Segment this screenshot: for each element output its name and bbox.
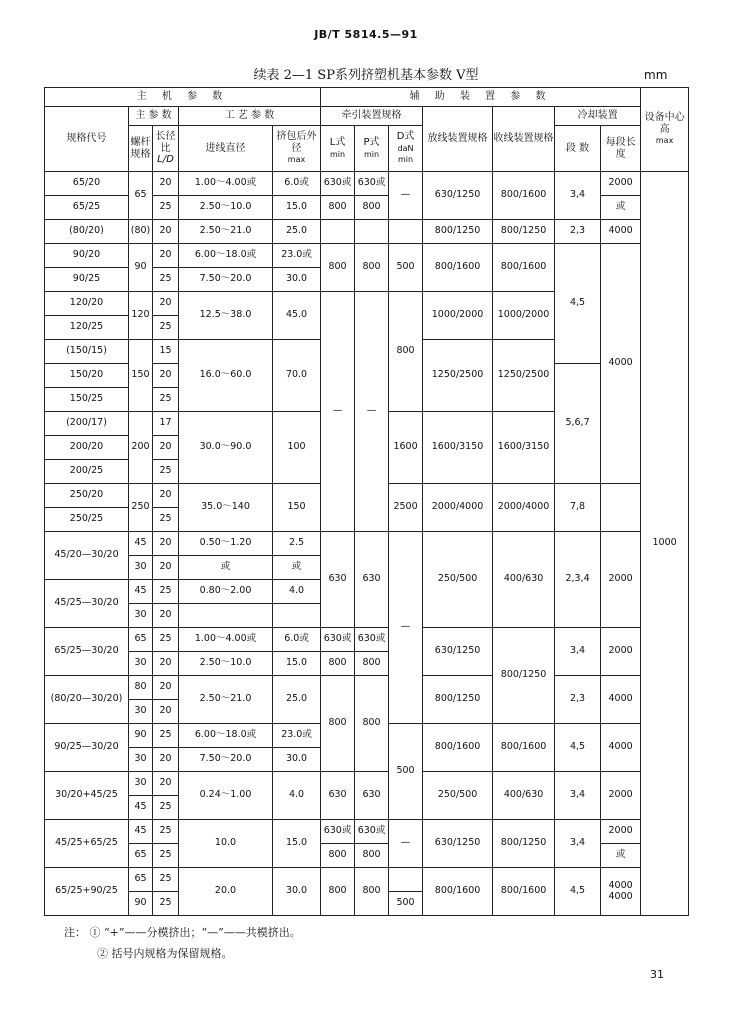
payoff-cell: 250/500 xyxy=(423,772,493,820)
inlet-cell: 2.50～21.0 xyxy=(179,220,273,244)
takeup-header: 收线装置规格 xyxy=(493,107,555,172)
seglen-cell: 2000 xyxy=(601,628,641,676)
page-number: 31 xyxy=(650,968,664,981)
d-cell: 2500 xyxy=(389,484,423,532)
takeup-cell: 800/1600 xyxy=(493,868,555,916)
ld-cell: 25 xyxy=(153,388,179,412)
l-cell: 630或 xyxy=(321,172,355,196)
ld-cell: 20 xyxy=(153,604,179,628)
inlet-cell: 7.50～20.0 xyxy=(179,268,273,292)
screw-cell: 80 xyxy=(129,676,153,700)
inlet-cell: 0.80～2.00 xyxy=(179,580,273,604)
spec-code-cell: 200/25 xyxy=(45,460,129,484)
ld-cell: 20 xyxy=(153,436,179,460)
inlet-cell: 2.50～10.0 xyxy=(179,196,273,220)
sections-cell: 2,3 xyxy=(555,676,601,724)
spec-code-cell: 45/25—30/20 xyxy=(45,580,129,628)
outer-dia-header xyxy=(273,126,321,172)
payoff-cell: 250/500 xyxy=(423,532,493,628)
d-cell: — xyxy=(389,820,423,868)
ld-cell: 20 xyxy=(153,772,179,796)
note-1 xyxy=(64,924,301,940)
payoff-cell: 800/1600 xyxy=(423,244,493,292)
d-cell: — xyxy=(389,532,423,724)
d-cell: 500 xyxy=(389,244,423,292)
outer-cell: 100 xyxy=(273,412,321,484)
payoff-cell: 2000/4000 xyxy=(423,484,493,532)
p-cell: 630 xyxy=(355,532,389,628)
d-cell: 500 xyxy=(389,892,423,916)
inlet-cell: 0.50～1.20 xyxy=(179,532,273,556)
sections-cell: 2,3,4 xyxy=(555,532,601,628)
p-cell: — xyxy=(355,292,389,532)
l-cell: 800 xyxy=(321,868,355,916)
outer-dia-unit: max xyxy=(287,155,306,165)
spec-code-cell: 90/25 xyxy=(45,268,129,292)
spec-code-cell: 200/20 xyxy=(45,436,129,460)
ld-cell: 20 xyxy=(153,676,179,700)
unit-label: mm xyxy=(644,68,668,82)
outer-cell: 15.0 xyxy=(273,820,321,868)
screw-cell: 45 xyxy=(129,820,153,844)
takeup-cell: 1250/2500 xyxy=(493,340,555,412)
payoff-cell: 630/1250 xyxy=(423,628,493,676)
outer-cell: 150 xyxy=(273,484,321,532)
table-title: 续表 2—1 SP系列挤塑机基本参数 V型 xyxy=(253,68,479,83)
outer-cell: 或 xyxy=(273,556,321,580)
l-type-unit: min xyxy=(330,149,346,159)
p-cell: 630或 xyxy=(355,820,389,844)
takeup-cell: 800/1250 xyxy=(493,820,555,868)
spec-code-cell: 65/25 xyxy=(45,196,129,220)
screw-cell: 30 xyxy=(129,604,153,628)
seglen-cell: 2000 xyxy=(601,172,641,196)
center-height-label: 设备中心高 xyxy=(644,112,685,135)
sections-cell: 4,5 xyxy=(555,724,601,772)
p-cell: 800 xyxy=(355,676,389,772)
ld-cell: 20 xyxy=(153,532,179,556)
p-cell: 630或 xyxy=(355,628,389,652)
ld-cell: 15 xyxy=(153,340,179,364)
spec-code-header: 规格代号 xyxy=(45,107,129,172)
d-type-label: D式 xyxy=(396,131,415,143)
takeup-cell: 800/1250 xyxy=(493,628,555,724)
d-cell: 1600 xyxy=(389,412,423,484)
takeup-cell: 400/630 xyxy=(493,532,555,628)
seglen-cell: 2000 xyxy=(601,772,641,820)
main-param-header: 主 参 数 xyxy=(129,107,179,126)
note-label: 注： xyxy=(64,926,86,939)
outer-cell: 30.0 xyxy=(273,868,321,916)
inlet-cell: 35.0～140 xyxy=(179,484,273,532)
outer-cell: 45.0 xyxy=(273,292,321,340)
ld-cell: 25 xyxy=(153,508,179,532)
l-cell: 800 xyxy=(321,196,355,220)
outer-cell: 25.0 xyxy=(273,220,321,244)
p-cell: 800 xyxy=(355,196,389,220)
sections-cell: 3,4 xyxy=(555,628,601,676)
screw-cell: 90 xyxy=(129,244,153,292)
inlet-cell: 1.00～4.00或 xyxy=(179,172,273,196)
screw-cell: 65 xyxy=(129,172,153,220)
outer-cell: 15.0 xyxy=(273,196,321,220)
d-type-unit2: min xyxy=(398,155,414,165)
payoff-cell: 1000/2000 xyxy=(423,292,493,340)
takeup-cell: 400/630 xyxy=(493,772,555,820)
d-cell xyxy=(389,868,423,892)
l-cell: 800 xyxy=(321,676,355,772)
payoff-cell: 800/1600 xyxy=(423,868,493,916)
p-type-unit: min xyxy=(364,149,380,159)
ld-cell: 20 xyxy=(153,172,179,196)
screw-cell: 65 xyxy=(129,868,153,892)
aux-device-header: 辅 助 装 置 参 数 xyxy=(321,88,641,107)
ld-cell: 20 xyxy=(153,748,179,772)
d-type-header xyxy=(389,126,423,172)
seglen-value: 4000 xyxy=(608,890,633,902)
main-machine-header: 主 机 参 数 xyxy=(45,88,321,107)
l-type-header xyxy=(321,126,355,172)
note-1-text: ① “+”——分模挤出；“—”——共模挤出。 xyxy=(89,926,301,939)
ld-cell: 25 xyxy=(153,820,179,844)
l-cell: 800 xyxy=(321,652,355,676)
takeup-cell: 800/1600 xyxy=(493,172,555,220)
inlet-cell xyxy=(179,604,273,628)
takeup-cell: 2000/4000 xyxy=(493,484,555,532)
outer-dia-label: 挤包后外径 xyxy=(276,131,317,154)
seglen-cell: 4000 xyxy=(601,676,641,724)
inlet-cell: 0.24～1.00 xyxy=(179,772,273,820)
p-cell xyxy=(355,220,389,244)
sections-header: 段 数 xyxy=(555,126,601,172)
inlet-dia-header: 进线直径 xyxy=(179,126,273,172)
ld-cell: 25 xyxy=(153,268,179,292)
screw-cell: 65 xyxy=(129,844,153,868)
ld-cell: 20 xyxy=(153,220,179,244)
outer-cell: 2.5 xyxy=(273,532,321,556)
screw-spec-header: 螺杆规格 xyxy=(129,126,153,172)
outer-cell: 23.0或 xyxy=(273,724,321,748)
payoff-cell: 630/1250 xyxy=(423,172,493,220)
ld-cell: 20 xyxy=(153,364,179,388)
payoff-cell: 800/1250 xyxy=(423,220,493,244)
inlet-cell: 6.00～18.0或 xyxy=(179,724,273,748)
spec-code-cell: 65/20 xyxy=(45,172,129,196)
p-cell: 800 xyxy=(355,844,389,868)
note-2: ② 括号内规格为保留规格。 xyxy=(97,947,233,960)
spec-code-cell: 90/20 xyxy=(45,244,129,268)
spec-code-cell: 150/25 xyxy=(45,388,129,412)
spec-code-cell: (80/20) xyxy=(45,220,129,244)
inlet-cell: 20.0 xyxy=(179,868,273,916)
p-cell: 630或 xyxy=(355,172,389,196)
d-cell: 500 xyxy=(389,724,423,820)
spec-code-cell: 120/25 xyxy=(45,316,129,340)
ld-cell: 25 xyxy=(153,892,179,916)
screw-cell: 250 xyxy=(129,484,153,532)
center-height-cell: 1000 xyxy=(641,172,689,916)
payoff-cell: 630/1250 xyxy=(423,820,493,868)
sections-cell: 3,4 xyxy=(555,772,601,820)
l-cell: 800 xyxy=(321,844,355,868)
takeup-cell: 800/1600 xyxy=(493,244,555,292)
inlet-cell: 12.5～38.0 xyxy=(179,292,273,340)
sections-cell: 4,5 xyxy=(555,868,601,916)
outer-cell: 6.0或 xyxy=(273,628,321,652)
ld-cell: 20 xyxy=(153,244,179,268)
inlet-cell: 30.0～90.0 xyxy=(179,412,273,484)
payoff-cell: 1600/3150 xyxy=(423,412,493,484)
ld-cell: 25 xyxy=(153,724,179,748)
standard-code: JB/T 5814.5—91 xyxy=(314,28,418,41)
outer-cell: 70.0 xyxy=(273,340,321,412)
spec-code-cell: (200/17) xyxy=(45,412,129,436)
inlet-cell: 16.0～60.0 xyxy=(179,340,273,412)
ld-cell: 20 xyxy=(153,556,179,580)
seglen-cell: 或 xyxy=(601,844,641,868)
inlet-cell: 10.0 xyxy=(179,820,273,868)
screw-cell: 65 xyxy=(129,628,153,652)
takeup-cell: 1000/2000 xyxy=(493,292,555,340)
outer-cell: 25.0 xyxy=(273,676,321,724)
payoff-header: 放线装置规格 xyxy=(423,107,493,172)
p-cell: 800 xyxy=(355,652,389,676)
outer-cell: 4.0 xyxy=(273,580,321,604)
payoff-cell: 800/1250 xyxy=(423,676,493,724)
spec-code-cell: (80/20—30/20) xyxy=(45,676,129,724)
spec-code-cell: 65/25—30/20 xyxy=(45,628,129,676)
sections-cell: 2,3 xyxy=(555,220,601,244)
spec-code-cell: 120/20 xyxy=(45,292,129,316)
screw-cell: 45 xyxy=(129,580,153,604)
p-type-label: P式 xyxy=(363,137,380,148)
screw-cell: 200 xyxy=(129,412,153,484)
sections-cell: 4,5 xyxy=(555,244,601,364)
spec-code-cell: 90/25—30/20 xyxy=(45,724,129,772)
p-cell: 630 xyxy=(355,772,389,820)
screw-cell: (80) xyxy=(129,220,153,244)
l-cell: 800 xyxy=(321,244,355,292)
l-cell: — xyxy=(321,292,355,532)
spec-code-cell: 45/25+65/25 xyxy=(45,820,129,868)
inlet-cell: 2.50～21.0 xyxy=(179,676,273,724)
ld-cell: 20 xyxy=(153,484,179,508)
seglen-cell xyxy=(601,868,641,916)
ld-cell: 25 xyxy=(153,580,179,604)
screw-cell: 30 xyxy=(129,556,153,580)
inlet-cell: 2.50～10.0 xyxy=(179,652,273,676)
screw-cell: 120 xyxy=(129,292,153,340)
traction-spec-header: 牵引装置规格 xyxy=(321,107,423,126)
seglen-cell: 4000 xyxy=(601,724,641,772)
ld-cell: 25 xyxy=(153,460,179,484)
cooling-header: 冷却装置 xyxy=(555,107,641,126)
seglen-extra: 4000 xyxy=(608,879,633,891)
inlet-cell: 或 xyxy=(179,556,273,580)
outer-cell: 30.0 xyxy=(273,268,321,292)
screw-cell: 45 xyxy=(129,796,153,820)
ld-symbol: L/D xyxy=(157,154,174,166)
d-type-unit1: daN xyxy=(397,143,414,153)
outer-cell: 4.0 xyxy=(273,772,321,820)
seglen-cell: 4000 xyxy=(601,220,641,244)
l-cell xyxy=(321,220,355,244)
ld-cell: 25 xyxy=(153,868,179,892)
inlet-cell: 7.50～20.0 xyxy=(179,748,273,772)
l-cell: 630 xyxy=(321,532,355,628)
ld-cell: 17 xyxy=(153,412,179,436)
spec-code-cell: (150/15) xyxy=(45,340,129,364)
inlet-cell: 6.00～18.0或 xyxy=(179,244,273,268)
spec-code-cell: 45/20—30/20 xyxy=(45,532,129,580)
ld-cell: 20 xyxy=(153,652,179,676)
outer-cell xyxy=(273,604,321,628)
ld-ratio-label: 长径比 xyxy=(155,131,176,154)
l-cell: 630或 xyxy=(321,820,355,844)
inlet-cell: 1.00～4.00或 xyxy=(179,628,273,652)
outer-cell: 15.0 xyxy=(273,652,321,676)
seglen-cell: 2000 xyxy=(601,820,641,844)
d-cell: — xyxy=(389,172,423,220)
l-type-label: L式 xyxy=(329,137,346,148)
screw-cell: 30 xyxy=(129,700,153,724)
sections-cell: 7,8 xyxy=(555,484,601,532)
extruder-parameter-table xyxy=(44,87,689,916)
screw-cell: 30 xyxy=(129,652,153,676)
ld-cell: 25 xyxy=(153,316,179,340)
screw-cell: 30 xyxy=(129,772,153,796)
d-cell: 800 xyxy=(389,292,423,412)
ld-cell: 25 xyxy=(153,628,179,652)
takeup-cell: 800/1250 xyxy=(493,220,555,244)
screw-cell: 30 xyxy=(129,748,153,772)
l-cell: 630或 xyxy=(321,628,355,652)
takeup-cell: 1600/3150 xyxy=(493,412,555,484)
ld-cell: 25 xyxy=(153,196,179,220)
outer-cell: 23.0或 xyxy=(273,244,321,268)
screw-cell: 90 xyxy=(129,724,153,748)
seg-len-header: 每段长度 xyxy=(601,126,641,172)
payoff-cell: 800/1600 xyxy=(423,724,493,772)
ld-ratio-header xyxy=(153,126,179,172)
seglen-cell: 或 xyxy=(601,196,641,220)
sections-cell: 3,4 xyxy=(555,820,601,868)
p-cell: 800 xyxy=(355,868,389,916)
center-height-unit: max xyxy=(655,136,674,146)
spec-code-cell: 250/20 xyxy=(45,484,129,508)
sections-cell: 5,6,7 xyxy=(555,364,601,484)
seglen-cell: 4000 xyxy=(601,244,641,484)
ld-cell: 20 xyxy=(153,292,179,316)
process-param-header: 工 艺 参 数 xyxy=(179,107,321,126)
d-cell xyxy=(389,220,423,244)
spec-code-cell: 250/25 xyxy=(45,508,129,532)
seglen-cell: 2000 xyxy=(601,532,641,628)
center-height-header xyxy=(641,88,689,172)
outer-cell: 30.0 xyxy=(273,748,321,772)
ld-cell: 25 xyxy=(153,844,179,868)
p-type-header xyxy=(355,126,389,172)
l-cell: 630 xyxy=(321,772,355,820)
spec-code-cell: 65/25+90/25 xyxy=(45,868,129,916)
screw-cell: 45 xyxy=(129,532,153,556)
sections-cell: 3,4 xyxy=(555,172,601,220)
spec-code-cell: 150/20 xyxy=(45,364,129,388)
takeup-cell: 800/1600 xyxy=(493,724,555,772)
p-cell: 800 xyxy=(355,244,389,292)
screw-cell: 90 xyxy=(129,892,153,916)
ld-cell: 20 xyxy=(153,700,179,724)
screw-cell: 150 xyxy=(129,340,153,412)
ld-cell: 25 xyxy=(153,796,179,820)
payoff-cell: 1250/2500 xyxy=(423,340,493,412)
outer-cell: 6.0或 xyxy=(273,172,321,196)
spec-code-cell: 30/20+45/25 xyxy=(45,772,129,820)
